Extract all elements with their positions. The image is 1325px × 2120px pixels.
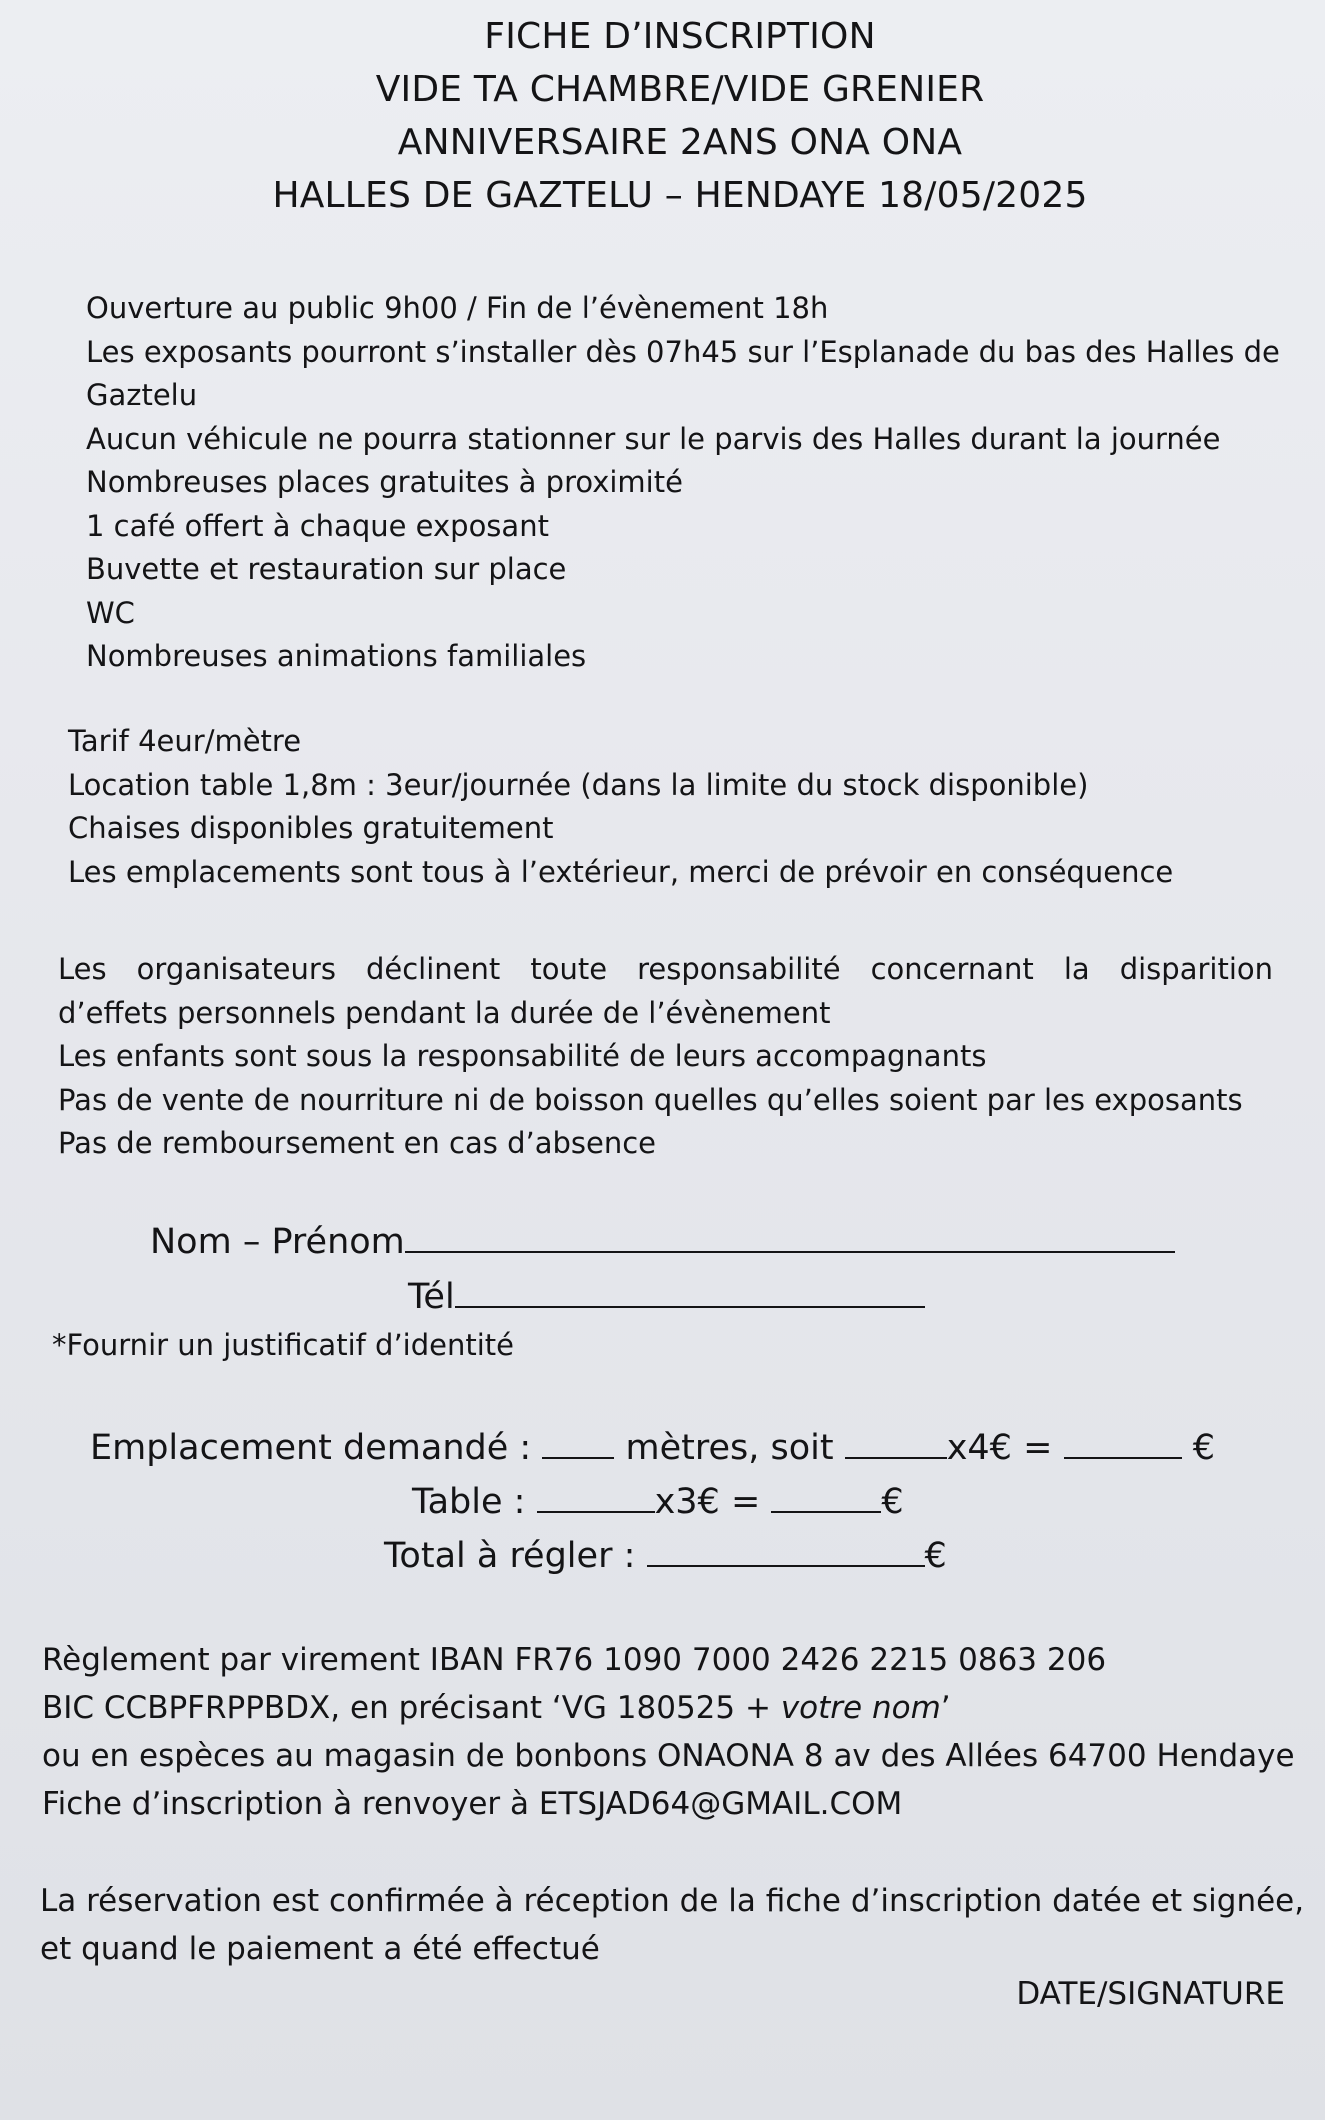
info-line: Ouverture au public 9h00 / Fin de l’évènement 18h bbox=[86, 291, 829, 325]
table-count-field[interactable] bbox=[537, 1483, 655, 1513]
payment-bic-suffix: ’ bbox=[940, 1690, 951, 1726]
pricing-line: Location table 1,8m : 3eur/journée (dans la limite du stock disponible) bbox=[68, 767, 1089, 802]
confirmation-section bbox=[40, 1877, 1304, 1973]
id-note: *Fournir un justificatif d’identité bbox=[52, 1328, 515, 1362]
name-label: Nom – Prénom bbox=[150, 1222, 405, 1262]
currency-symbol: € bbox=[1192, 1428, 1215, 1468]
emplacement-label: Emplacement demandé : bbox=[90, 1428, 532, 1468]
emplacement-unit: mètres, soit bbox=[625, 1428, 834, 1468]
phone-field[interactable] bbox=[455, 1278, 925, 1308]
info-line: Nombreuses animations familiales bbox=[86, 639, 587, 673]
pricing-line: Tarif 4eur/mètre bbox=[68, 724, 302, 758]
total-label: Total à régler : bbox=[384, 1536, 636, 1576]
payment-email: Fiche d’inscription à renvoyer à ETSJAD64@GMAIL.COM bbox=[42, 1786, 903, 1822]
payment-section bbox=[42, 1636, 1295, 1828]
pricing-section bbox=[68, 720, 1173, 894]
table-rate: x3€ = bbox=[654, 1482, 761, 1522]
pricing-line: Chaises disponibles gratuitement bbox=[68, 811, 554, 845]
rule-line: Pas de remboursement en cas d’absence bbox=[58, 1126, 656, 1160]
info-line: Buvette et restauration sur place bbox=[86, 552, 567, 586]
payment-bic-text: BIC CCBPFRPPBDX, en précisant ‘VG 180525 + bbox=[42, 1690, 781, 1726]
info-line: Gaztelu bbox=[86, 378, 198, 412]
currency-symbol: € bbox=[881, 1482, 904, 1522]
rule-line: Les enfants sont sous la responsabilité de leurs accompagnants bbox=[58, 1039, 987, 1073]
emplacement-total-field[interactable] bbox=[1064, 1429, 1182, 1459]
name-field[interactable] bbox=[405, 1223, 1175, 1253]
payment-reference-placeholder: votre nom bbox=[780, 1690, 941, 1726]
event-info-section bbox=[86, 287, 1280, 679]
rule-line: d’effets personnels pendant la durée de l’évènement bbox=[58, 995, 831, 1030]
event-occasion: ANNIVERSAIRE 2ANS ONA ONA bbox=[397, 122, 963, 163]
phone-label: Tél bbox=[408, 1277, 455, 1317]
confirmation-line: La réservation est confirmée à réception de la fiche d’inscription datée et signée, bbox=[40, 1883, 1305, 1919]
name-field-row bbox=[150, 1222, 1175, 1262]
info-line: WC bbox=[86, 595, 135, 630]
rule-line: Pas de vente de nourriture ni de boisson quelles qu’elles soient par les exposants bbox=[58, 1082, 1243, 1117]
info-line: Aucun véhicule ne pourra stationner sur le parvis des Halles durant la journée bbox=[86, 421, 1221, 456]
event-name: VIDE TA CHAMBRE/VIDE GRENIER bbox=[375, 69, 985, 110]
total-row bbox=[384, 1536, 947, 1576]
payment-cash: ou en espèces au magasin de bonbons ONAONA 8 av des Allées 64700 Hendaye bbox=[42, 1738, 1295, 1774]
pricing-line: Les emplacements sont tous à l’extérieur, merci de prévoir en conséquence bbox=[68, 854, 1174, 889]
currency-symbol: € bbox=[924, 1536, 947, 1576]
total-field[interactable] bbox=[647, 1537, 925, 1567]
emplacement-rate: x4€ = bbox=[946, 1428, 1053, 1468]
confirmation-line: et quand le paiement a été effectué bbox=[40, 1931, 600, 1967]
emplacement-row bbox=[90, 1428, 1215, 1468]
emplacement-meters-field[interactable] bbox=[542, 1429, 614, 1459]
form-title: FICHE D’INSCRIPTION bbox=[484, 16, 876, 57]
table-total-field[interactable] bbox=[771, 1483, 881, 1513]
table-label: Table : bbox=[412, 1482, 526, 1522]
payment-bic bbox=[42, 1684, 1295, 1732]
rules-section bbox=[58, 948, 1273, 1166]
rule-line: Les organisateurs déclinent toute responsabilité concernant la disparition bbox=[58, 952, 1273, 986]
payment-iban: Règlement par virement IBAN FR76 1090 7000 2426 2215 0863 206 bbox=[42, 1642, 1107, 1678]
document-header bbox=[0, 10, 1325, 222]
phone-field-row bbox=[408, 1277, 925, 1317]
emplacement-subtotal-field[interactable] bbox=[845, 1429, 947, 1459]
info-line: Nombreuses places gratuites à proximité bbox=[86, 465, 683, 499]
event-location-date: HALLES DE GAZTELU – HENDAYE 18/05/2025 bbox=[272, 175, 1088, 216]
signature-label: DATE/SIGNATURE bbox=[1016, 1976, 1285, 2012]
info-line: Les exposants pourront s’installer dès 07h45 sur l’Esplanade du bas des Halles de bbox=[86, 334, 1280, 369]
table-row bbox=[412, 1482, 904, 1522]
info-line: 1 café offert à chaque exposant bbox=[86, 508, 549, 543]
